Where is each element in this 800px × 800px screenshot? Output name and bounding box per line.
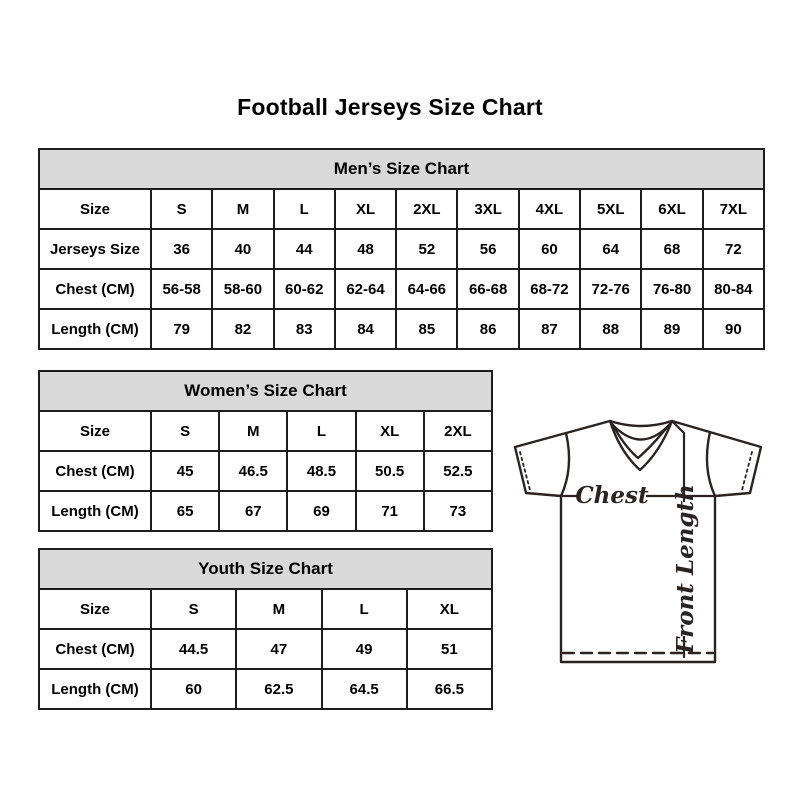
- value-cell: 51: [407, 629, 492, 669]
- value-cell: 47: [236, 629, 321, 669]
- value-cell: 68-72: [519, 269, 580, 309]
- size-column-header-cell: XL: [407, 589, 492, 629]
- value-cell: 71: [356, 491, 424, 531]
- table-title: Men’s Size Chart: [39, 149, 764, 189]
- front-length-label: Front Length: [672, 484, 699, 654]
- table-title: Youth Size Chart: [39, 549, 492, 589]
- value-cell: 85: [396, 309, 457, 349]
- size-column-header-cell: XL: [335, 189, 396, 229]
- row-label-cell: Size: [39, 589, 151, 629]
- table-row: [39, 269, 764, 309]
- size-column-header-cell: M: [219, 411, 287, 451]
- value-cell: 48.5: [287, 451, 355, 491]
- size-column-header-cell: 6XL: [641, 189, 702, 229]
- value-cell: 60-62: [274, 269, 335, 309]
- value-cell: 56: [457, 229, 518, 269]
- table-header-row: [39, 549, 492, 589]
- value-cell: 76-80: [641, 269, 702, 309]
- value-cell: 65: [151, 491, 219, 531]
- value-cell: 72-76: [580, 269, 641, 309]
- value-cell: 64.5: [322, 669, 407, 709]
- table-row: [39, 451, 492, 491]
- row-label-cell: Length (CM): [39, 669, 151, 709]
- value-cell: 64: [580, 229, 641, 269]
- size-column-header-cell: L: [274, 189, 335, 229]
- size-column-header-cell: 3XL: [457, 189, 518, 229]
- table-row: [39, 309, 764, 349]
- value-cell: 64-66: [396, 269, 457, 309]
- value-cell: 60: [519, 229, 580, 269]
- size-column-header-cell: M: [212, 189, 273, 229]
- row-label-cell: Jerseys Size: [39, 229, 151, 269]
- value-cell: 66-68: [457, 269, 518, 309]
- row-label-cell: Chest (CM): [39, 629, 151, 669]
- value-cell: 66.5: [407, 669, 492, 709]
- value-cell: 49: [322, 629, 407, 669]
- value-cell: 89: [641, 309, 702, 349]
- table-title: Women’s Size Chart: [39, 371, 492, 411]
- size-table: [38, 548, 493, 710]
- value-cell: 73: [424, 491, 492, 531]
- value-cell: 88: [580, 309, 641, 349]
- size-column-header-cell: S: [151, 411, 219, 451]
- value-cell: 52: [396, 229, 457, 269]
- value-cell: 86: [457, 309, 518, 349]
- value-cell: 44.5: [151, 629, 236, 669]
- table-row: [39, 229, 764, 269]
- youth-size-chart-table: [38, 548, 493, 710]
- size-table: [38, 148, 765, 350]
- size-column-header-cell: S: [151, 189, 212, 229]
- value-cell: 80-84: [703, 269, 764, 309]
- value-cell: 36: [151, 229, 212, 269]
- value-cell: 84: [335, 309, 396, 349]
- value-cell: 72: [703, 229, 764, 269]
- table-row: [39, 411, 492, 451]
- size-column-header-cell: 4XL: [519, 189, 580, 229]
- table-header-row: [39, 149, 764, 189]
- value-cell: 48: [335, 229, 396, 269]
- value-cell: 67: [219, 491, 287, 531]
- row-label-cell: Length (CM): [39, 491, 151, 531]
- value-cell: 69: [287, 491, 355, 531]
- value-cell: 62.5: [236, 669, 321, 709]
- value-cell: 45: [151, 451, 219, 491]
- size-column-header-cell: 5XL: [580, 189, 641, 229]
- size-column-header-cell: L: [287, 411, 355, 451]
- value-cell: 60: [151, 669, 236, 709]
- value-cell: 87: [519, 309, 580, 349]
- row-label-cell: Size: [39, 411, 151, 451]
- table-row: [39, 669, 492, 709]
- size-column-header-cell: 2XL: [396, 189, 457, 229]
- mens-size-chart-table: [38, 148, 765, 350]
- table-row: [39, 629, 492, 669]
- value-cell: 46.5: [219, 451, 287, 491]
- row-label-cell: Length (CM): [39, 309, 151, 349]
- size-table: [38, 370, 493, 532]
- value-cell: 79: [151, 309, 212, 349]
- table-row: [39, 491, 492, 531]
- size-column-header-cell: XL: [356, 411, 424, 451]
- row-label-cell: Size: [39, 189, 151, 229]
- value-cell: 56-58: [151, 269, 212, 309]
- womens-size-chart-table: [38, 370, 493, 532]
- value-cell: 52.5: [424, 451, 492, 491]
- value-cell: 40: [212, 229, 273, 269]
- table-row: [39, 189, 764, 229]
- size-column-header-cell: L: [322, 589, 407, 629]
- page-title: Football Jerseys Size Chart: [237, 94, 543, 120]
- size-column-header-cell: M: [236, 589, 321, 629]
- value-cell: 83: [274, 309, 335, 349]
- jersey-measurement-diagram: [508, 408, 764, 666]
- row-label-cell: Chest (CM): [39, 269, 151, 309]
- table-header-row: [39, 371, 492, 411]
- value-cell: 44: [274, 229, 335, 269]
- row-label-cell: Chest (CM): [39, 451, 151, 491]
- value-cell: 50.5: [356, 451, 424, 491]
- chest-label: Chest: [575, 482, 649, 509]
- table-row: [39, 589, 492, 629]
- value-cell: 90: [703, 309, 764, 349]
- value-cell: 58-60: [212, 269, 273, 309]
- value-cell: 82: [212, 309, 273, 349]
- size-column-header-cell: 7XL: [703, 189, 764, 229]
- size-column-header-cell: S: [151, 589, 236, 629]
- value-cell: 68: [641, 229, 702, 269]
- size-column-header-cell: 2XL: [424, 411, 492, 451]
- value-cell: 62-64: [335, 269, 396, 309]
